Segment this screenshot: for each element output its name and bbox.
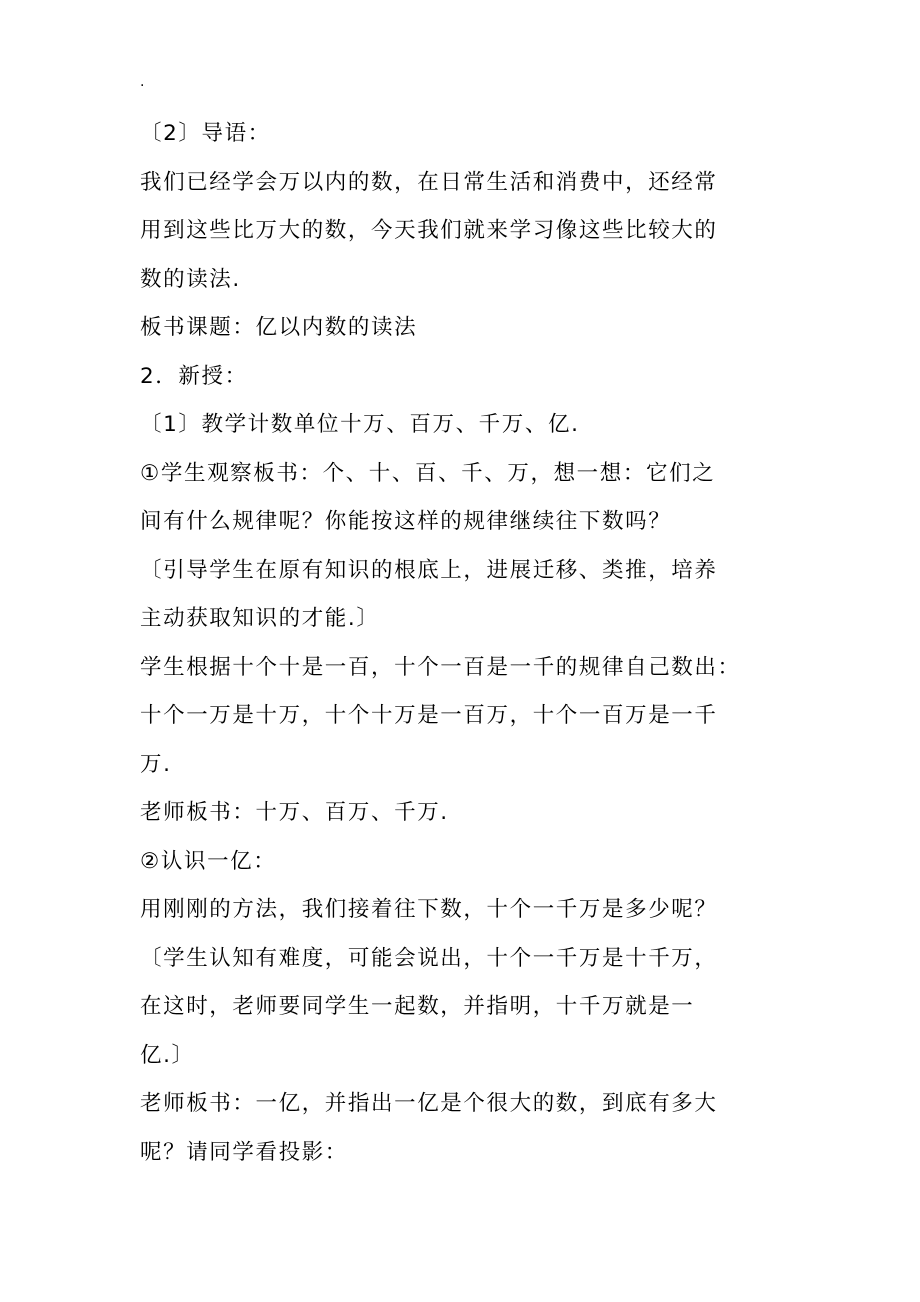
text-line: 主动获取知识的才能.〕: [140, 606, 380, 631]
text-line: 在这时，老师要同学生一起数，并指明，十千万就是一: [140, 994, 695, 1019]
text-line: 老师板书：一亿，并指出一亿是个很大的数，到底有多大: [140, 1091, 718, 1116]
text-line: 〔学生认知有难度，可能会说出，十个一千万是十千万，: [140, 945, 718, 971]
text-line: 十个一万是十万，十个十万是一百万，十个一百万是一千: [140, 703, 718, 728]
text-line: 间有什么规律呢？你能按这样的规律继续往下数吗？: [140, 509, 672, 534]
text-line: 我们已经学会万以内的数，在日常生活和消费中，还经常: [140, 169, 718, 195]
text-line: ②认识一亿：: [140, 848, 277, 874]
text-line: 板书课题：亿以内数的读法: [140, 315, 418, 340]
text-line: 用到这些比万大的数，今天我们就来学习像这些比较大的: [140, 218, 718, 243]
text-line: 呢？请同学看投影：: [140, 1139, 348, 1165]
text-line: 亿.〕: [140, 1042, 195, 1068]
text-line: 〔2〕导语：: [140, 121, 271, 146]
text-line: 〔1〕教学计数单位十万、百万、千万、亿.: [140, 412, 580, 437]
text-line: 万.: [140, 751, 172, 777]
text-line: 2．新授：: [140, 363, 248, 389]
text-line: 老师板书：十万、百万、千万.: [140, 800, 449, 825]
page-marker: .: [140, 74, 145, 90]
text-line: 学生根据十个十是一百，十个一百是一千的规律自己数出：: [140, 654, 741, 680]
text-line: ①学生观察板书：个、十、百、千、万，想一想：它们之: [140, 460, 716, 486]
text-line: 〔引导学生在原有知识的根底上，进展迁移、类推，培养: [140, 557, 718, 583]
text-line: 数的读法.: [140, 266, 241, 292]
document-body: [140, 110, 780, 1177]
text-line: 用刚刚的方法，我们接着往下数，十个一千万是多少呢？: [140, 897, 718, 922]
